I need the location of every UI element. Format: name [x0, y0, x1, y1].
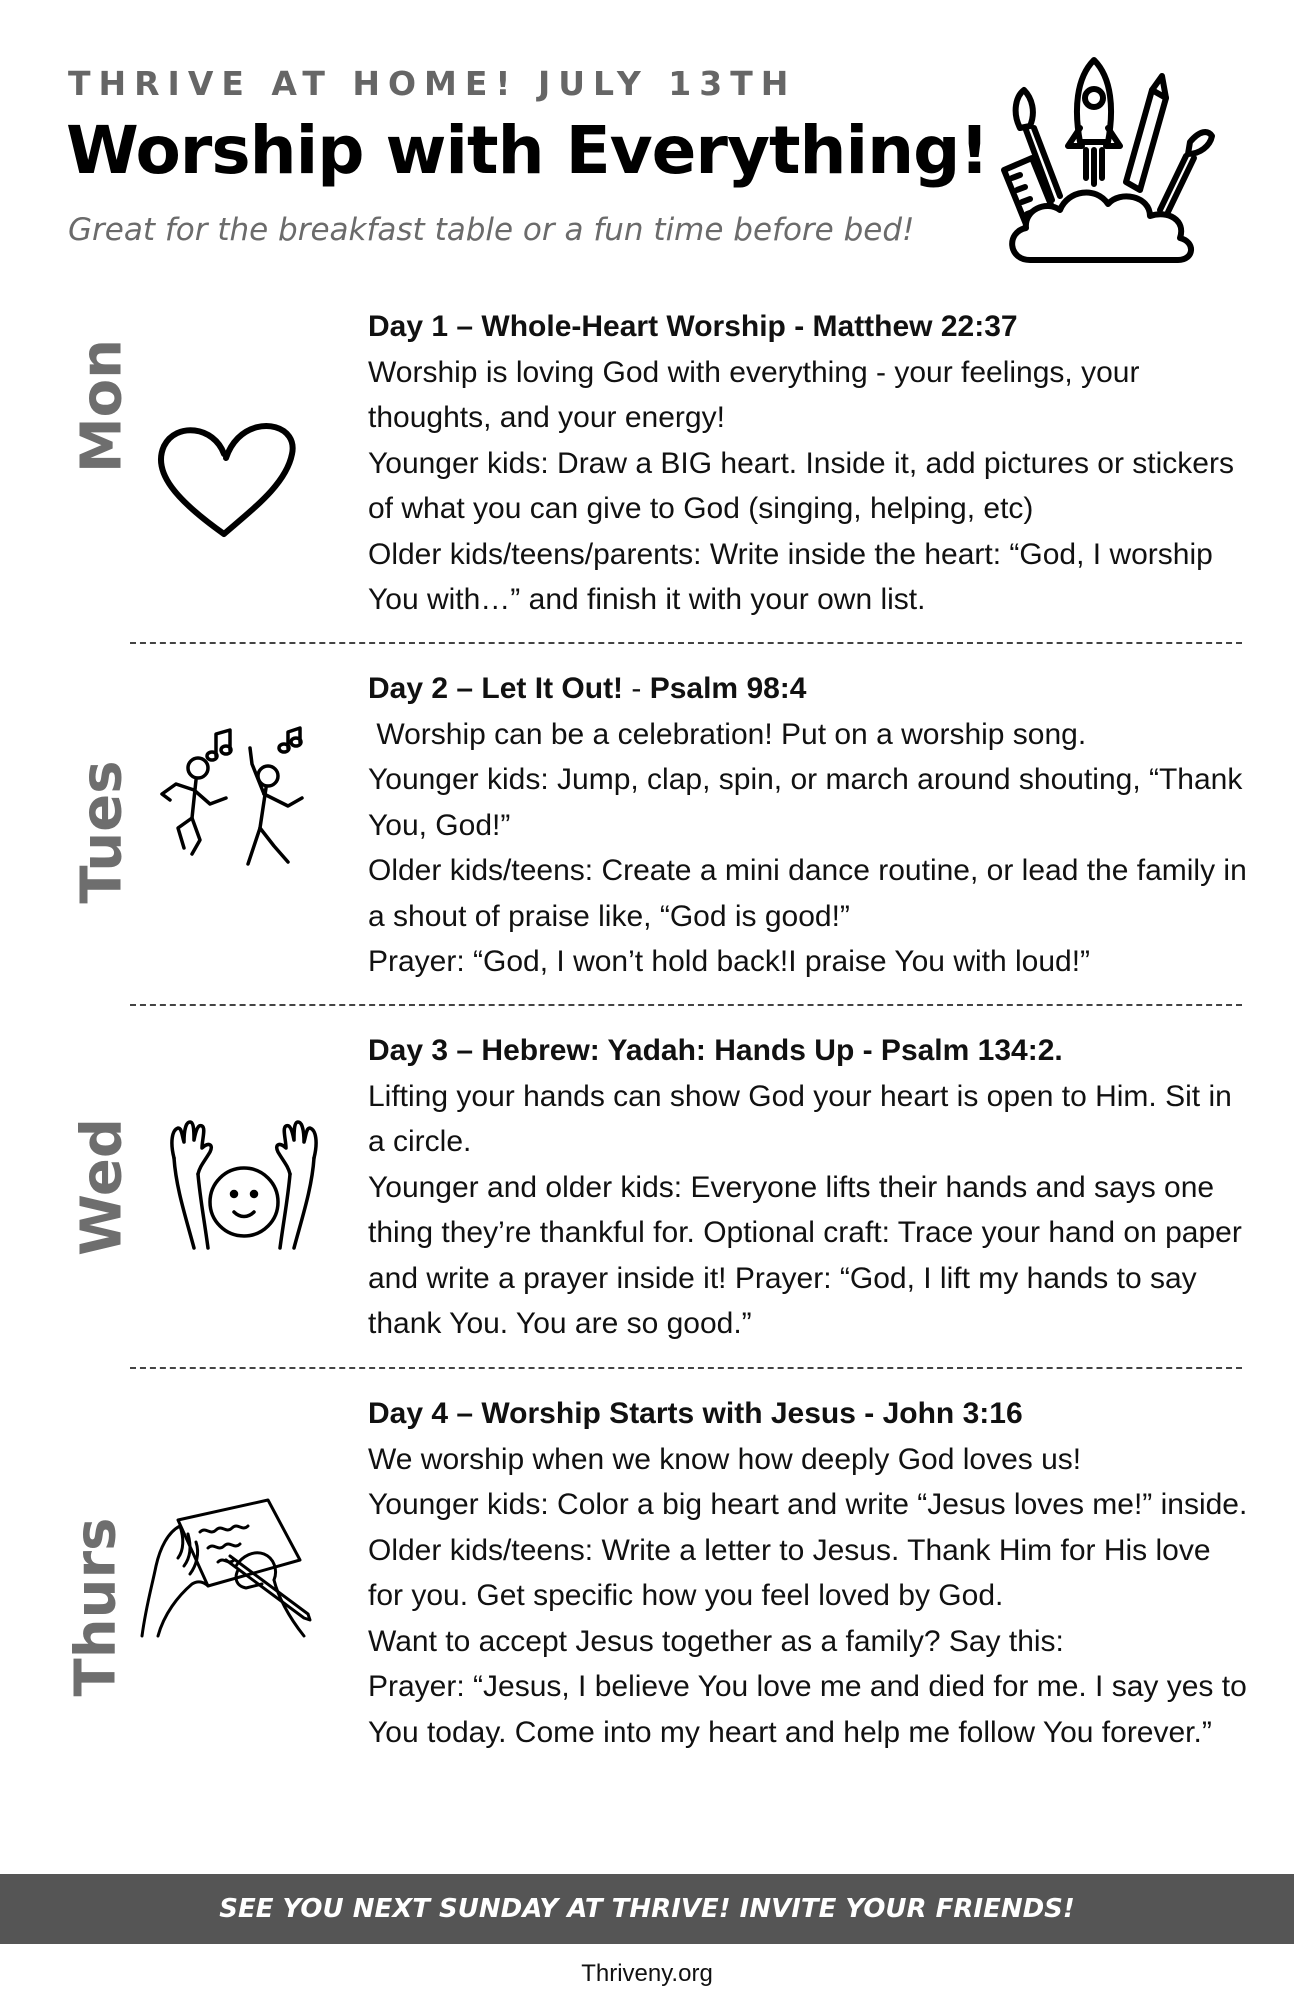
- day-1-intro: Worship is loving God with everything - your feelings, your thoughts, and your energy!: [368, 355, 1140, 434]
- page-title: Worship with Everything!: [66, 112, 989, 189]
- art-supplies-icon: [990, 50, 1216, 276]
- section-divider: [130, 1367, 1242, 1369]
- section-divider: [130, 642, 1242, 644]
- day-4-invite: Want to accept Jesus together as a family? Say this:: [368, 1624, 1064, 1658]
- day-4-heading: Day 4 – Worship Starts with Jesus - John 3:16: [368, 1397, 1023, 1430]
- day-3-heading: Day 3 – Hebrew: Yadah: Hands Up - Psalm 134:2.: [368, 1034, 1063, 1067]
- day-4-older: Older kids/teens: Write a letter to Jesus. Thank Him for His love for you. Get specific how you feel loved by God.: [368, 1533, 1211, 1612]
- day-2-younger: Younger kids: Jump, clap, spin, or march around shouting, “Thank You, God!”: [368, 763, 1243, 842]
- day-2-intro: Worship can be a celebration! Put on a worship song.: [368, 717, 1087, 751]
- day-3-intro: Lifting your hands can show God your heart is open to Him. Sit in a circle.: [368, 1079, 1232, 1158]
- footer-website-link[interactable]: Thriveny.org: [581, 1960, 713, 1987]
- section-divider: [130, 1004, 1242, 1006]
- day-3-activity: Younger and older kids: Everyone lifts their hands and says one thing they’re thankful for. Optional craft: Trace your hand on paper and write a prayer inside it! Prayer: “God, I lift my hands to say thank You. You are so good.”: [368, 1170, 1242, 1340]
- hands-up-smiley-icon: [164, 1118, 324, 1258]
- day-2-prayer: Prayer: “God, I won’t hold back!I praise You with loud!”: [368, 945, 1091, 978]
- day-2-heading: Day 2 – Let It Out! - Psalm 98:4: [368, 672, 807, 705]
- day-1-older: Older kids/teens/parents: Write inside the heart: “God, I worship You with…” and finish it with your own list.: [368, 537, 1213, 616]
- footer-banner: [0, 1874, 1294, 1944]
- day-1-section: [368, 304, 1248, 623]
- day-1-younger: Younger kids: Draw a BIG heart. Inside it, add pictures or stickers of what you can give to God (singing, helping, etc): [368, 446, 1234, 525]
- page-subtitle: Great for the breakfast table or a fun time before bed!: [68, 212, 915, 248]
- day-2-older: Older kids/teens: Create a mini dance routine, or lead the family in a shout of praise like, “God is good!”: [368, 854, 1247, 933]
- page-kicker: THRIVE AT HOME! JULY 13TH: [68, 64, 797, 103]
- day-4-intro: We worship when we know how deeply God loves us!: [368, 1442, 1082, 1476]
- day-3-section: [368, 1028, 1248, 1347]
- day-2-section: [368, 666, 1248, 985]
- day-4-section: [368, 1391, 1248, 1755]
- dancing-people-icon: [150, 724, 320, 874]
- heart-icon: [152, 412, 302, 542]
- footer-banner-text: SEE YOU NEXT SUNDAY AT THRIVE! INVITE YOUR FRIENDS!: [219, 1894, 1075, 1924]
- day-4-younger: Younger kids: Color a big heart and write “Jesus loves me!” inside.: [368, 1488, 1248, 1521]
- day-4-prayer: Prayer: “Jesus, I believe You love me and died for me. I say yes to You today. Come into my heart and help me follow You forever.”: [368, 1670, 1247, 1749]
- day-1-heading: Day 1 – Whole-Heart Worship - Matthew 22:37: [368, 310, 1018, 343]
- writing-letter-icon: [138, 1496, 318, 1656]
